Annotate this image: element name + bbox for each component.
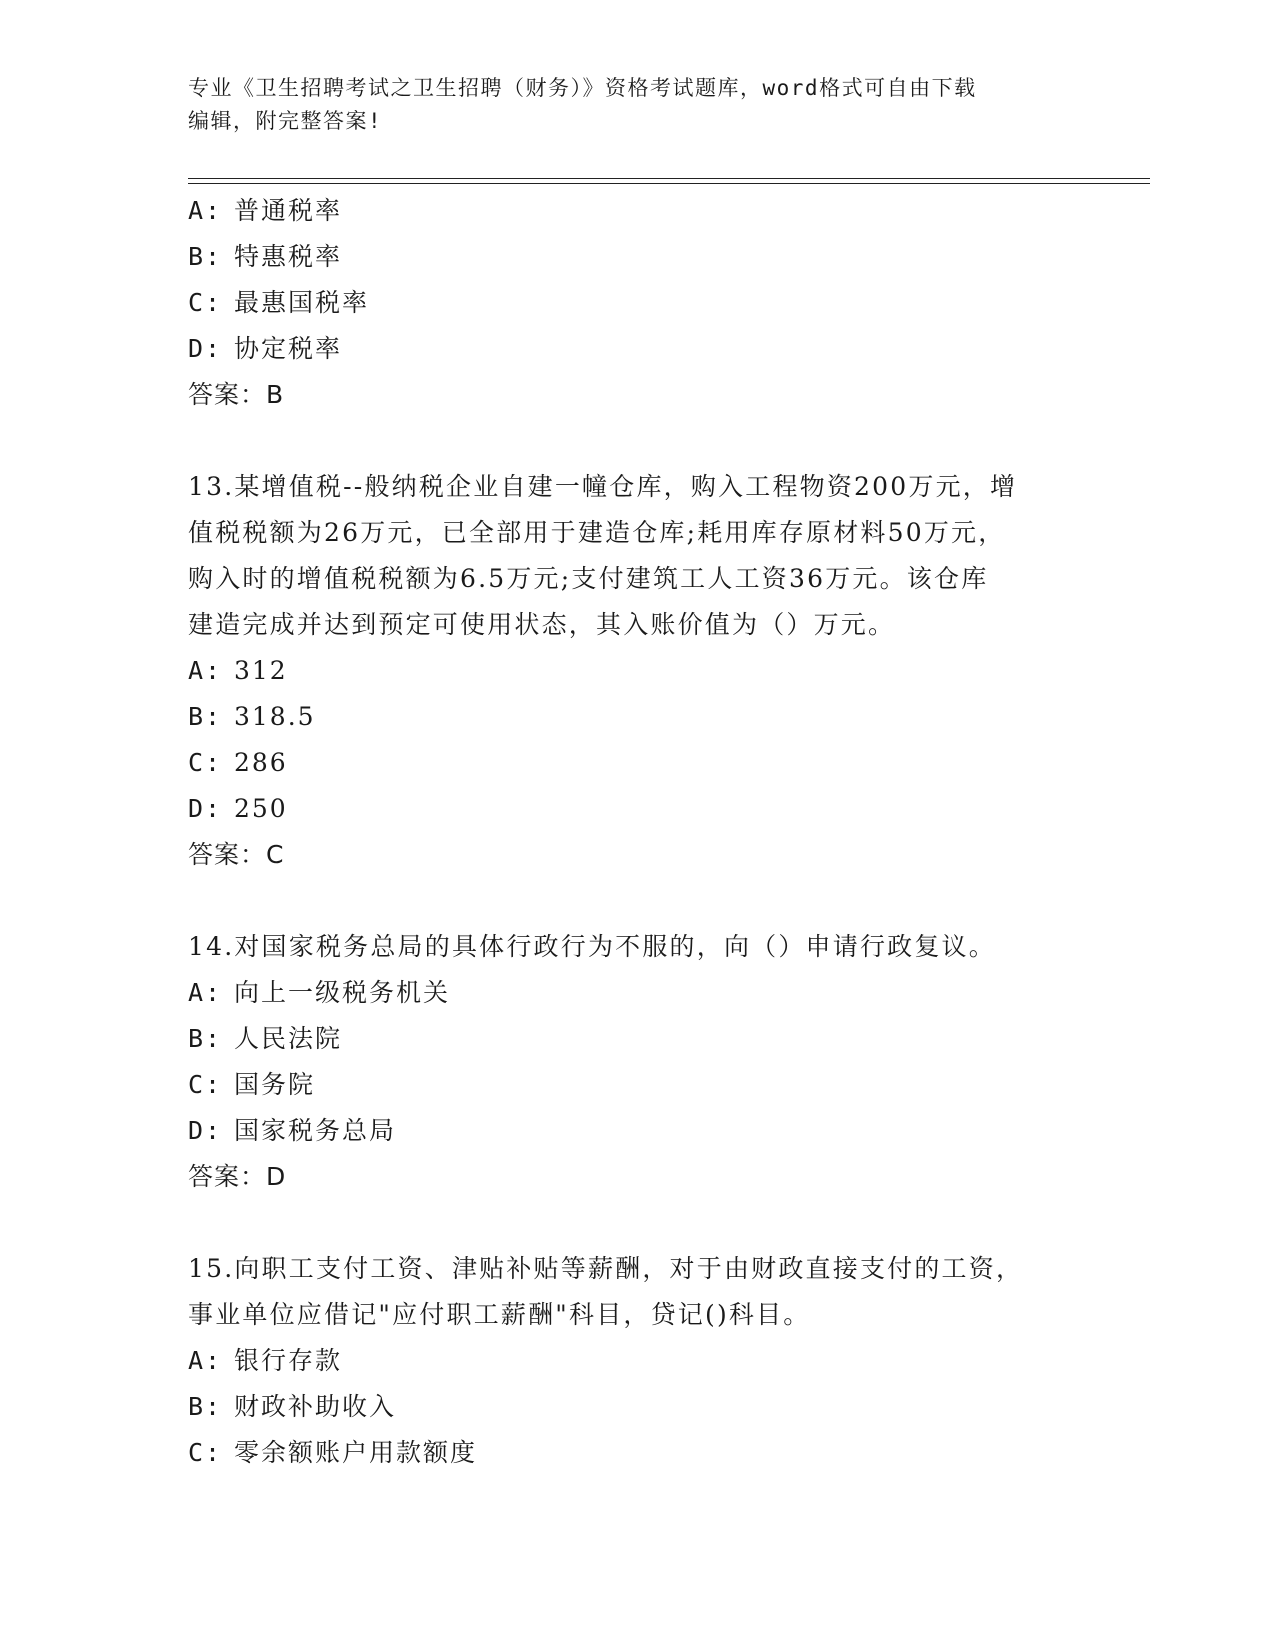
header-divider-top <box>188 178 1150 179</box>
option-b <box>188 1384 1088 1430</box>
option-b <box>188 694 1088 740</box>
option-d <box>188 326 1088 372</box>
option-c <box>188 280 1088 326</box>
option-b <box>188 234 1088 280</box>
option-key: D: <box>188 794 223 823</box>
option-text: 特惠税率 <box>234 242 343 271</box>
question-text-line: 建造完成并达到预定可使用状态，其入账价值为（）万元。 <box>188 610 896 639</box>
document-header <box>188 72 1068 138</box>
question-content <box>188 188 1088 1476</box>
option-text: 银行存款 <box>234 1346 343 1375</box>
question-13 <box>188 464 1088 878</box>
option-key: C: <box>188 288 223 317</box>
option-text: 零余额账户用款额度 <box>234 1438 478 1467</box>
option-text: 普通税率 <box>234 196 343 225</box>
option-text: 财政补助收入 <box>234 1392 397 1421</box>
option-a <box>188 188 1088 234</box>
question-text-line: 事业单位应借记"应付职工薪酬"科目，贷记()科目。 <box>188 1300 811 1329</box>
header-divider-bottom <box>188 183 1150 184</box>
answer-12: 答案：B <box>188 380 285 409</box>
option-key: D: <box>188 334 223 363</box>
option-d <box>188 1108 1088 1154</box>
option-text: 286 <box>234 748 288 777</box>
option-a <box>188 648 1088 694</box>
option-text: 协定税率 <box>234 334 343 363</box>
option-text: 国务院 <box>234 1070 316 1099</box>
option-key: B: <box>188 242 223 271</box>
option-key: A: <box>188 978 223 1007</box>
option-key: B: <box>188 1024 223 1053</box>
question-text-line: 14.对国家税务总局的具体行政行为不服的，向（）申请行政复议。 <box>188 932 996 961</box>
option-text: 最惠国税率 <box>234 288 370 317</box>
option-text: 向上一级税务机关 <box>234 978 451 1007</box>
option-text: 人民法院 <box>234 1024 343 1053</box>
option-key: B: <box>188 1392 223 1421</box>
answer-14: 答案：D <box>188 1162 287 1191</box>
option-key: D: <box>188 1116 223 1145</box>
option-text: 312 <box>234 656 288 685</box>
question-14 <box>188 924 1088 1200</box>
option-key: B: <box>188 702 223 731</box>
header-line-1: 专业《卫生招聘考试之卫生招聘（财务）》资格考试题库，word格式可自由下载 <box>188 76 977 100</box>
option-c <box>188 1062 1088 1108</box>
option-text: 国家税务总局 <box>234 1116 397 1145</box>
question-text-line: 13.某增值税--般纳税企业自建一幢仓库，购入工程物资200万元，增 <box>188 472 1018 501</box>
option-key: A: <box>188 1346 223 1375</box>
option-a <box>188 970 1088 1016</box>
option-c <box>188 740 1088 786</box>
header-line-2: 编辑，附完整答案! <box>188 109 383 133</box>
question-text-line: 15.向职工支付工资、津贴补贴等薪酬，对于由财政直接支付的工资， <box>188 1254 1024 1283</box>
question-text-line: 购入时的增值税税额为6.5万元;支付建筑工人工资36万元。该仓库 <box>188 564 989 593</box>
option-text: 318.5 <box>234 702 316 731</box>
option-b <box>188 1016 1088 1062</box>
option-d <box>188 786 1088 832</box>
option-key: C: <box>188 1438 223 1467</box>
option-text: 250 <box>234 794 288 823</box>
option-key: A: <box>188 656 223 685</box>
option-key: C: <box>188 1070 223 1099</box>
option-c <box>188 1430 1088 1476</box>
option-key: A: <box>188 196 223 225</box>
question-text-line: 值税税额为26万元，已全部用于建造仓库;耗用库存原材料50万元， <box>188 518 1006 547</box>
question-12-options <box>188 188 1088 418</box>
option-a <box>188 1338 1088 1384</box>
answer-13: 答案：C <box>188 840 285 869</box>
question-15 <box>188 1246 1088 1476</box>
option-key: C: <box>188 748 223 777</box>
